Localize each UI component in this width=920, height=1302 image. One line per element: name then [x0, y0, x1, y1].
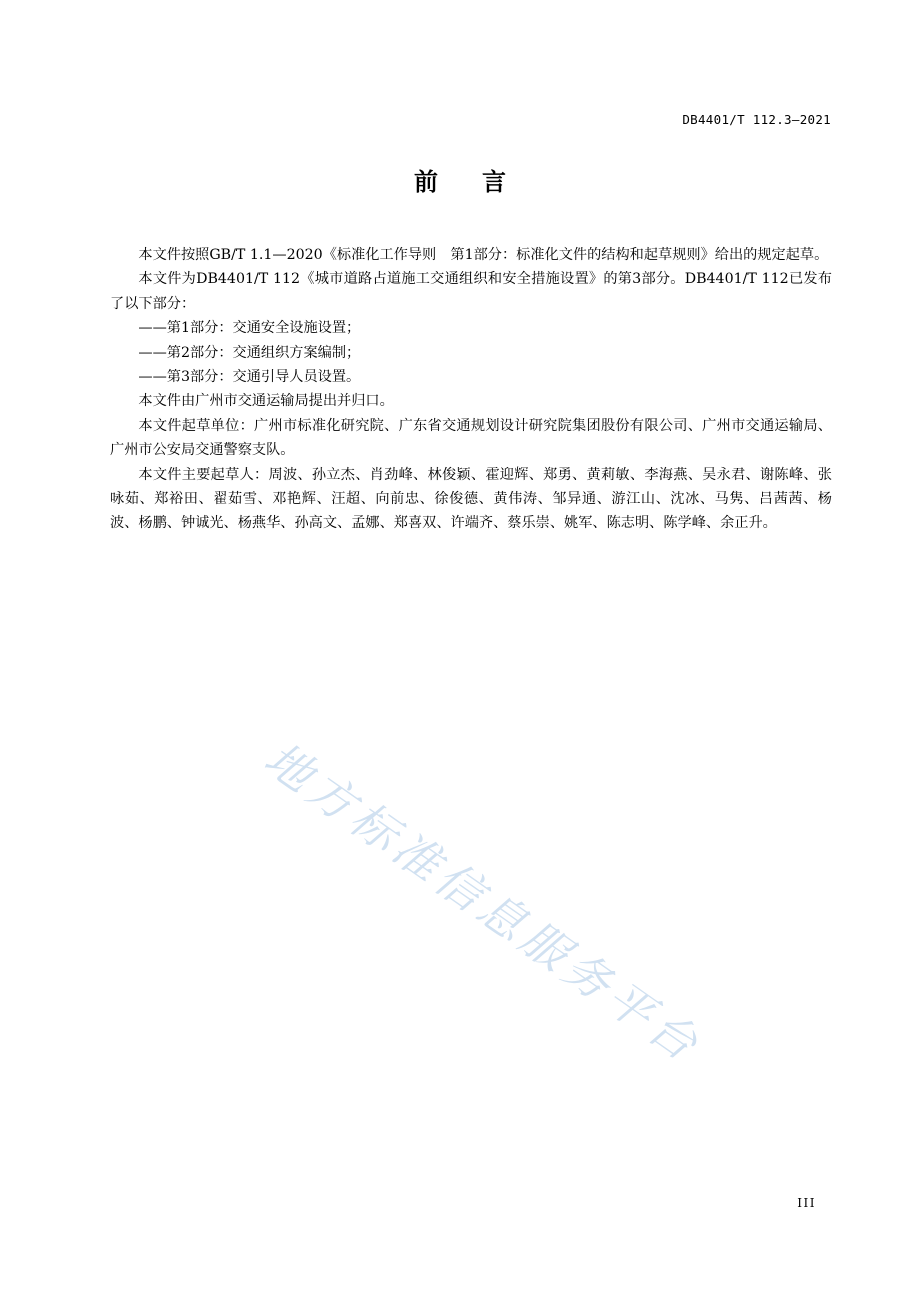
paragraph-drafting-units: 本文件起草单位：广州市标准化研究院、广东省交通规划设计研究院集团股份有限公司、广州市交通运输局、广州市公安局交通警察支队。 — [110, 417, 832, 459]
document-body — [110, 243, 832, 536]
list-item-part-3: ——第3部分：交通引导人员设置。 — [138, 369, 361, 386]
document-code: DB4401/T 112.3—2021 — [682, 112, 831, 127]
watermark: 地方标准信息服务平台 — [254, 731, 712, 1074]
page-number: III — [797, 1196, 816, 1210]
paragraph-part-info: 本文件为DB4401/T 112《城市道路占道施工交通组织和安全措施设置》的第3部分。DB4401/T 112已发布了以下部分： — [110, 271, 832, 312]
paragraph-proposer: 本文件由广州市交通运输局提出并归口。 — [138, 393, 394, 410]
paragraph-drafting-rules: 本文件按照GB/T 1.1—2020《标准化工作导则 第1部分：标准化文件的结构和起草规则》给出的规定起草。 — [138, 247, 829, 263]
page-title: 前言 — [414, 168, 550, 196]
list-item-part-1: ——第1部分：交通安全设施设置； — [138, 320, 361, 337]
paragraph-drafters: 本文件主要起草人：周波、孙立杰、肖劲峰、林俊颖、霍迎辉、郑勇、黄莉敏、李海燕、吴永君、谢陈峰、张咏茹、郑裕田、翟茹雪、邓艳辉、汪超、向前忠、徐俊德、黄伟涛、邹异通、游江山、沈冰、马隽、吕茜茜、杨波、杨鹏、钟诚光、杨燕华、孙高文、孟娜、郑喜双、许端齐、蔡乐崇、姚军、陈志明、陈学峰、余正升。 — [110, 466, 832, 532]
list-item-part-2: ——第2部分：交通组织方案编制； — [138, 344, 361, 361]
